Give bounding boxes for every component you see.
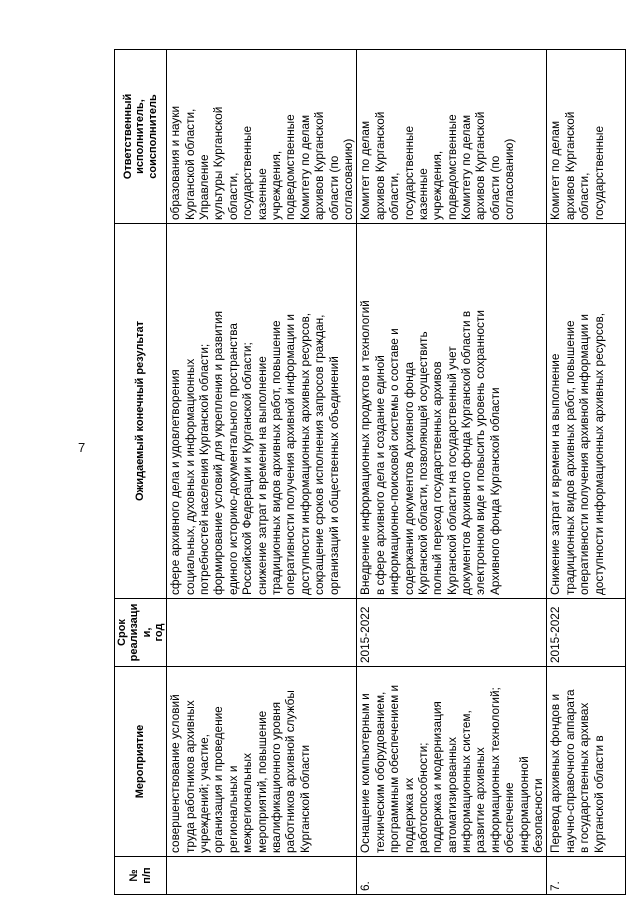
- cell-result: Внедрение информационных продуктов и технологий в сфере архивного дела и создание единой информационно-поисковой системы о составе и содержании документов Архивного фонда Курганской области, позволяющей осуществить полный переход государственных архивов Курганской области на государственный учет документов Архивного фонда Курганской области в электронном виде и повысить уровень сохранности Архивного фонда Курганской области: [357, 224, 547, 599]
- cell-activity: совершенствование условий труда работников архивных учреждений; участие, организация и проведение региональных и межрегиональных мероприятий, повышение квалификационного уровня работников архивной службы Курганской области: [167, 667, 357, 857]
- table-header-row: [115, 50, 167, 895]
- cell-result: Снижение затрат и времени на выполнение традиционных видов архивных работ, повышение оперативности получения архивной информации и доступности информационных архивных ресурсов,: [547, 224, 626, 599]
- cell-activity: Перевод архивных фондов и научно-справочного аппарата в государственных архивах Курганской области в: [547, 667, 626, 857]
- cell-responsible: Комитет по делам архивов Курганской области, государственные: [547, 50, 626, 224]
- cell-activity: Оснащение компьютерным и техническим оборудованием, программным обеспечением и поддержка их работоспособности; поддержка и модернизация автоматизированных информационных систем, развитие архивных информационных технологий; обеспечение информационной безопасности: [357, 667, 547, 857]
- table-row: [357, 50, 547, 895]
- activities-table: [114, 49, 626, 895]
- cell-responsible: образования и науки Курганской области, Управление культуры Курганской области, государственные казенные учреждения, подведомственные Комитету по делам архивов Курганской области (по согласованию): [167, 50, 357, 224]
- table-row: [167, 50, 357, 895]
- cell-num: 7.: [547, 857, 626, 895]
- header-result: Ожидаемый конечный результат: [115, 224, 167, 599]
- cell-term: [167, 599, 357, 667]
- header-responsible: Ответственный исполнитель, соисполнитель: [115, 50, 167, 224]
- header-num: № п/п: [115, 857, 167, 895]
- cell-term: 2015-2022: [547, 599, 626, 667]
- header-activity: Мероприятие: [115, 667, 167, 857]
- cell-term: 2015-2022: [357, 599, 547, 667]
- cell-responsible: Комитет по делам архивов Курганской области, государственные казенные учреждения, подведомственные Комитету по делам архивов Курганской области (по согласованию): [357, 50, 547, 224]
- cell-result: сфере архивного дела и удовлетворения социальных, духовных и информационных потребностей населения Курганской области; формирование условий для укрепления и развития единого историко-документального пространства Российской Федерации и Курганской области; снижение затрат и времени на выполнение традиционных видов архивных работ, повышение оперативности получения архивной информации и доступности информационных архивных ресурсов, сокращение сроков исполнения запросов граждан, организаций и общественных объединений: [167, 224, 357, 599]
- table-row: [547, 50, 626, 895]
- cell-num: 6.: [357, 857, 547, 895]
- rotated-page-content: [114, 50, 624, 895]
- cell-num: [167, 857, 357, 895]
- page-number: 7: [78, 440, 86, 455]
- header-term: Срок реализации, год: [115, 599, 167, 667]
